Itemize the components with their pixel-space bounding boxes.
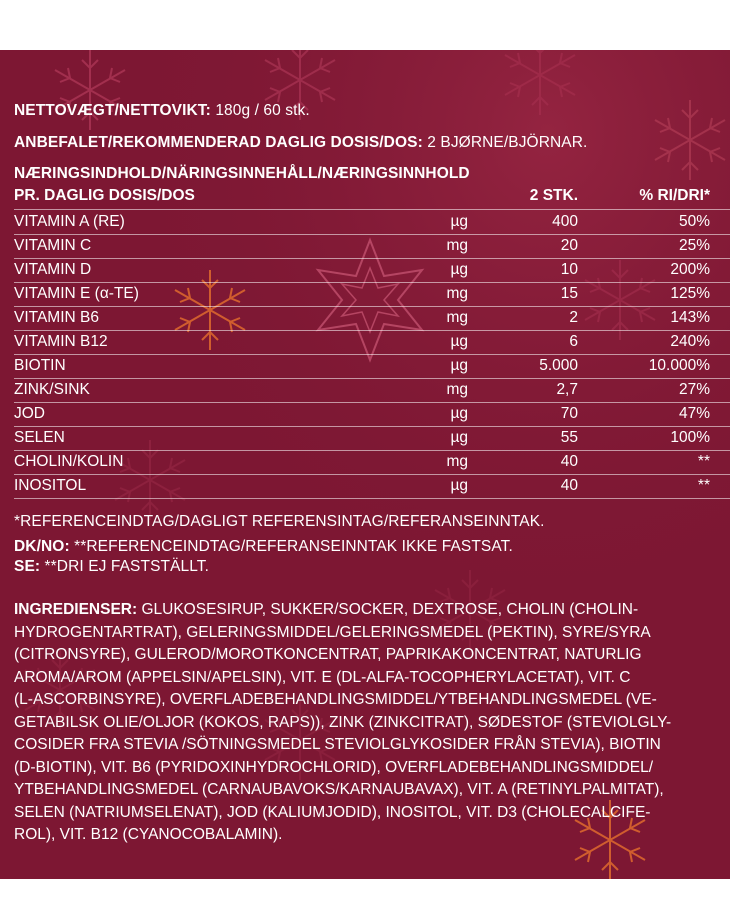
nutrient-unit: µg — [450, 429, 468, 446]
nutrient-percent: 50% — [678, 213, 710, 230]
nutrient-name: VITAMIN B12 — [14, 333, 108, 350]
nutrient-name: VITAMIN B6 — [14, 309, 99, 326]
nutrient-amount: 10 — [560, 261, 578, 278]
nutrient-unit: mg — [446, 237, 468, 254]
daily-dose-line — [14, 134, 587, 152]
header-amount: 2 STK. — [529, 187, 578, 204]
dk-no-label: DK/NO: — [14, 538, 70, 555]
nutrient-name: BIOTIN — [14, 357, 66, 374]
nutrient-amount: 2 — [569, 309, 578, 326]
row-divider — [14, 306, 730, 307]
se-note — [14, 558, 209, 576]
nutrient-percent: 143% — [670, 309, 710, 326]
nutrient-name: JOD — [14, 405, 45, 422]
row-divider — [14, 354, 730, 355]
nutrient-name: VITAMIN C — [14, 237, 92, 254]
table-divider — [14, 209, 730, 210]
nutrient-unit: µg — [450, 477, 468, 494]
ingredients-line: AROMA/AROM (APPELSIN/APELSIN), VIT. E (DL-ALFA-TOCOPHERYLACETAT), VIT. C — [14, 668, 631, 686]
row-divider — [14, 378, 730, 379]
ingredients-line: YTBEHANDLINGSMEDEL (CARNAUBAVOKS/KARNAUBAVAX), VIT. A (RETINYLPALMITAT), — [14, 781, 664, 798]
nutrient-amount: 20 — [560, 237, 578, 254]
nutrient-percent: ** — [697, 477, 710, 494]
daily-dose-label: ANBEFALET/REKOMMENDERAD DAGLIG DOSIS/DOS: — [14, 134, 423, 151]
nutrient-amount: 400 — [552, 213, 578, 230]
nutrient-percent: 10.000% — [648, 357, 710, 374]
nutrient-name: VITAMIN A (RE) — [14, 213, 125, 230]
ingredients-line — [14, 599, 714, 622]
nutrient-percent: ** — [697, 453, 710, 470]
dk-no-text: **REFERENCEINDTAG/REFERANSEINNTAK IKKE FASTSAT. — [69, 538, 513, 555]
nutrient-amount: 5.000 — [539, 357, 578, 374]
nutrient-unit: mg — [446, 453, 468, 470]
ingredients-line: GETABILSK OLIE/OLJOR (KOKOS, RAPS)), ZINK (ZINKCITRAT), SØDESTOF (STEVIOLGLY- — [14, 713, 672, 731]
nutrient-percent: 47% — [678, 405, 710, 422]
nutrient-percent: 25% — [678, 237, 710, 254]
nutrient-name: VITAMIN E (α-TE) — [14, 285, 139, 302]
net-weight-value: 180g / 60 stk. — [210, 102, 310, 119]
header-percent: % RI/DRI* — [639, 187, 710, 204]
header-per-dose: PR. DAGLIG DOSIS/DOS — [14, 187, 195, 204]
nutrient-unit: µg — [450, 405, 468, 422]
se-label: SE: — [14, 558, 41, 575]
nutrient-amount: 2,7 — [556, 381, 578, 398]
row-divider — [14, 498, 730, 499]
daily-dose-value: 2 BJØRNE/BJÖRNAR. — [422, 134, 588, 151]
ingredients-paragraph — [14, 599, 714, 847]
nutrient-amount: 6 — [569, 333, 578, 350]
reference-note: *REFERENCEINDTAG/DAGLIGT REFERENSINTAG/REFERANSEINNTAK. — [14, 513, 545, 530]
nutrition-title: NÆRINGSINDHOLD/NÄRINGSINNEHÅLL/NÆRINGSINNHOLD — [14, 165, 470, 182]
nutrient-percent: 200% — [670, 261, 710, 278]
nutrient-name: INOSITOL — [14, 477, 87, 494]
nutrient-unit: µg — [450, 261, 468, 278]
row-divider — [14, 282, 730, 283]
ingredients-line: HYDROGENTARTRAT), GELERINGSMIDDEL/GELERINGSMEDEL (PEKTIN), SYRE/SYRA — [14, 623, 651, 641]
ingredients-label: INGREDIENSER: — [14, 601, 138, 618]
nutrient-unit: µg — [450, 333, 468, 350]
nutrient-percent: 27% — [678, 381, 710, 398]
nutrient-name: VITAMIN D — [14, 261, 92, 278]
row-divider — [14, 426, 730, 427]
row-divider — [14, 450, 730, 451]
net-weight-label: NETTOVÆGT/NETTOVIKT: — [14, 102, 211, 119]
ingredients-line: COSIDER FRA STEVIA /SÖTNINGSMEDEL STEVIOLGLYKOSIDER FRÅN STEVIA), BIOTIN — [14, 736, 661, 753]
ingredients-line: SELEN (NATRIUMSELENAT), JOD (KALIUMJODID), INOSITOL, VIT. D3 (CHOLECALCIFE- — [14, 803, 651, 821]
nutrient-name: CHOLIN/KOLIN — [14, 453, 124, 470]
row-divider — [14, 474, 730, 475]
nutrient-amount: 40 — [560, 453, 578, 470]
nutrient-amount: 15 — [560, 285, 578, 302]
nutrition-table-header — [14, 187, 714, 211]
row-divider — [14, 258, 730, 259]
label-panel — [0, 50, 730, 879]
row-divider — [14, 330, 730, 331]
se-text: **DRI EJ FASTSTÄLLT. — [40, 558, 210, 575]
ingredients-line: (CITRONSYRE), GULEROD/MOROTKONCENTRAT, PAPRIKAKONCENTRAT, NATURLIG — [14, 646, 642, 663]
nutrient-unit: mg — [446, 285, 468, 302]
nutrient-amount: 40 — [560, 477, 578, 494]
ingredients-text: GLUKOSESIRUP, SUKKER/SOCKER, DEXTROSE, CHOLIN (CHOLIN- — [137, 601, 639, 618]
net-weight-line — [14, 102, 310, 120]
nutrient-percent: 240% — [670, 333, 710, 350]
ingredients-line: (L-ASCORBINSYRE), OVERFLADEBEHANDLINGSMIDDEL/YTBEHANDLINGSMEDEL (VE- — [14, 691, 657, 708]
nutrient-name: ZINK/SINK — [14, 381, 90, 398]
ingredients-line: (D-BIOTIN), VIT. B6 (PYRIDOXINHYDROCHLORID), OVERFLADEBEHANDLINGSMIDDEL/ — [14, 758, 654, 776]
nutrient-amount: 70 — [560, 405, 578, 422]
nutrient-unit: mg — [446, 309, 468, 326]
nutrient-unit: µg — [450, 357, 468, 374]
nutrient-name: SELEN — [14, 429, 65, 446]
dk-no-note — [14, 538, 513, 556]
nutrient-amount: 55 — [560, 429, 578, 446]
row-divider — [14, 234, 730, 235]
nutrient-unit: µg — [450, 213, 468, 230]
nutrient-percent: 125% — [670, 285, 710, 302]
row-divider — [14, 402, 730, 403]
ingredients-line: ROL), VIT. B12 (CYANOCOBALAMIN). — [14, 826, 283, 843]
nutrient-percent: 100% — [670, 429, 710, 446]
nutrient-unit: mg — [446, 381, 468, 398]
